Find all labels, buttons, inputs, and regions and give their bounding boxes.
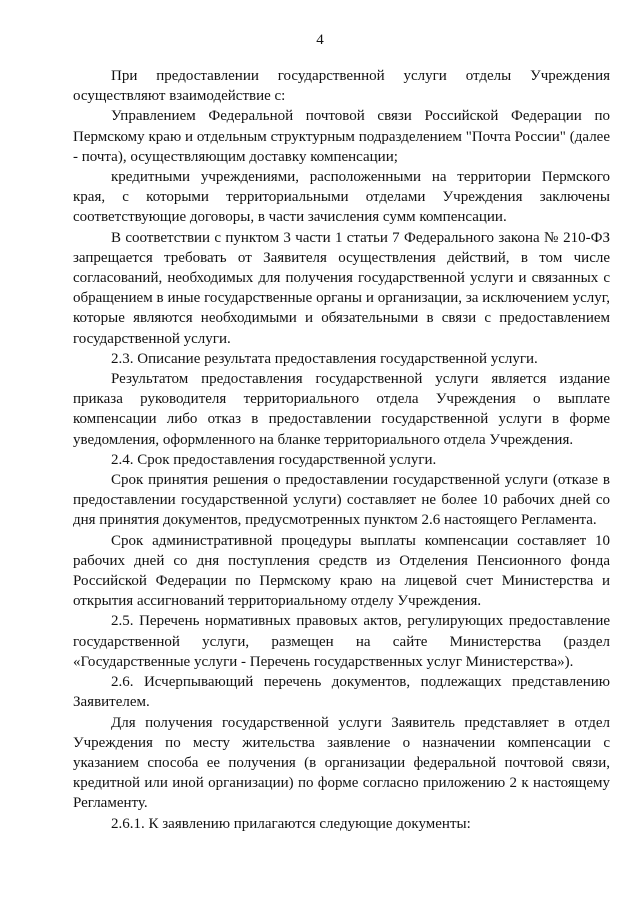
section-heading-2-6-1: 2.6.1. К заявлению прилагаются следующие документы: (111, 815, 471, 832)
paragraph-payment-term: Срок административной процедуры выплаты компенсации составляет 10 рабочих дней со дня поступления средств из Отделения Пенсионного фонда Российской Федерации по Пермскому краю на лицевой счет Министерства и открытия ассигнований территориальному отделу Учреждения. (73, 532, 610, 610)
section-heading-2-6: 2.6. Исчерпывающий перечень документов, подлежащих представлению Заявителем. (73, 674, 610, 711)
paragraph-service-result: Результатом предоставления государственной услуги является издание приказа руководителя территориального отдела Учреждения о выплате компенсации либо отказ в предоставлении государственной услуги в форме уведомления, оформленного на бланке территориального отдела Учреждения. (73, 371, 610, 448)
paragraph-application-submission: Для получения государственной услуги Заявитель представляет в отдел Учреждения по месту жительства заявление о назначении компенсации с указанием способа ее получения (в организации федеральной почтовой связи, кредитной или иной организации) по форме согласно приложению 2 к настоящему Регламенту. (73, 714, 610, 812)
paragraph-federal-law-restriction: В соответствии с пунктом 3 части 1 статьи 7 Федерального закона № 210-ФЗ запрещается требовать от Заявителя осуществления действий, в том числе согласований, необходимых для получения государственной услуги и связанных с обращением в иные государственные органы и организации, за исключением услуг, которые являются необходимыми и обязательными в связи с предоставлением государственной услуги. (73, 229, 610, 347)
paragraph-decision-term: Срок принятия решения о предоставлении государственной услуги (отказе в предоставлении государственной услуги) составляет не более 10 рабочих дней со дня принятия документов, предусмотренных пунктом 2.6 настоящего Регламента. (73, 472, 610, 529)
section-heading-2-3: 2.3. Описание результата предоставления государственной услуги. (111, 350, 538, 367)
paragraph-interaction-intro: При предоставлении государственной услуги отделы Учреждения осуществляют взаимодействие с: (73, 68, 610, 105)
paragraph-postal-service: Управлением Федеральной почтовой связи Российской Федерации по Пермскому краю и отдельным структурным подразделением "Почта России" (далее - почта), осуществляющим доставку компенсации; (73, 108, 610, 165)
paragraph-credit-institutions: кредитными учреждениями, расположенными на территории Пермского края, с которыми территориальными отделами Учреждения заключены соответствующие договоры, в части зачисления сумм компенсации. (73, 169, 610, 226)
section-heading-2-4: 2.4. Срок предоставления государственной услуги. (111, 451, 437, 468)
page-number: 4 (316, 32, 324, 48)
section-heading-2-5: 2.5. Перечень нормативных правовых актов, регулирующих предоставление государственной услуги, размещен на сайте Министерства (раздел «Государственные услуги - Перечень государственных услуг Министерства»). (73, 613, 610, 670)
document-body (73, 66, 610, 834)
